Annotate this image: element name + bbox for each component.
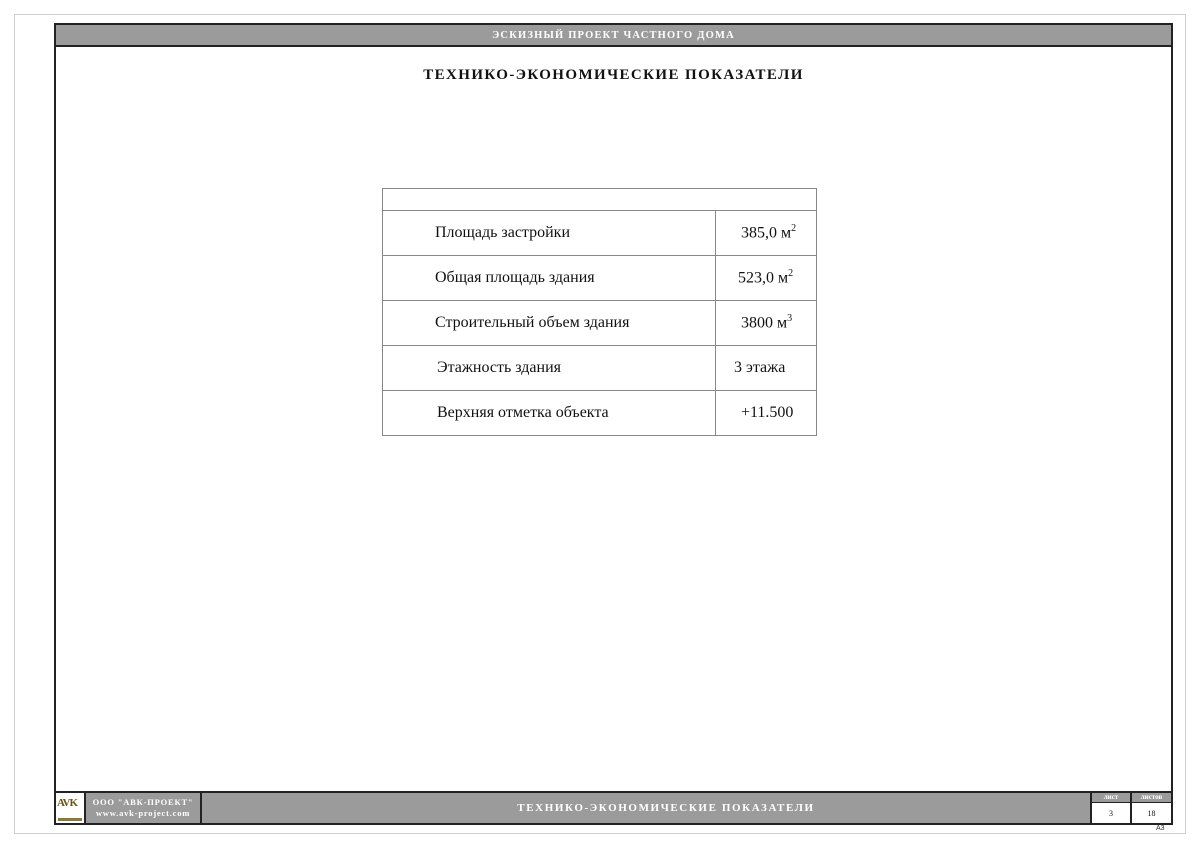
company-logo	[56, 793, 86, 823]
sheets-total: 18	[1147, 808, 1156, 818]
paper-format: A3	[1156, 825, 1165, 832]
indicator-value	[716, 301, 817, 346]
table-row	[383, 301, 817, 346]
table-header-cell	[383, 189, 817, 211]
sheet-title-text: ТЕХНИКО-ЭКОНОМИЧЕСКИЕ ПОКАЗАТЕЛИ	[517, 802, 815, 814]
company-site: www.avk-project.com	[95, 808, 191, 818]
value-text: 385,0 м	[741, 224, 792, 242]
indicator-value	[716, 256, 817, 301]
sheet-title	[202, 793, 1092, 823]
value-unit-power: 2	[788, 268, 794, 280]
indicator-value	[716, 391, 817, 436]
table-row	[383, 256, 817, 301]
value-unit-power: 3	[787, 313, 793, 325]
table-row	[383, 346, 817, 391]
value-text: 3 этажа	[734, 359, 786, 376]
table-header-row	[383, 189, 817, 211]
table-row	[383, 211, 817, 256]
project-title-band	[56, 25, 1171, 47]
drawing-sheet	[54, 23, 1173, 825]
indicator-name: Площадь застройки	[383, 211, 716, 256]
page-title: ТЕХНИКО-ЭКОНОМИЧЕСКИЕ ПОКАЗАТЕЛИ	[423, 67, 804, 83]
indicator-name: Верхняя отметка объекта	[383, 391, 716, 436]
company-name: ООО "АВК-ПРОЕКТ"	[92, 797, 194, 807]
indicator-name: Строительный объем здания	[383, 301, 716, 346]
value-text: 523,0 м	[738, 269, 789, 287]
title-block	[56, 791, 1171, 823]
sheet-number: 3	[1109, 808, 1113, 818]
indicator-name: Этажность здания	[383, 346, 716, 391]
company-info	[86, 793, 202, 823]
indicators-table	[382, 188, 817, 436]
table-row	[383, 391, 817, 436]
value-text: +11.500	[741, 404, 794, 421]
sheet-number-cell	[1092, 793, 1132, 823]
value-text: 3800 м	[741, 314, 788, 332]
indicator-value	[716, 346, 817, 391]
sheets-total-cell	[1132, 793, 1171, 823]
value-unit-power: 2	[791, 223, 797, 235]
logo-underline	[58, 818, 82, 821]
sheet-label: лист	[1092, 793, 1130, 803]
logo-text: AVK	[57, 797, 78, 809]
project-title: ЭСКИЗНЫЙ ПРОЕКТ ЧАСТНОГО ДОМА	[492, 29, 735, 41]
indicator-name: Общая площадь здания	[383, 256, 716, 301]
sheets-label: листов	[1132, 793, 1171, 803]
indicator-value	[716, 211, 817, 256]
